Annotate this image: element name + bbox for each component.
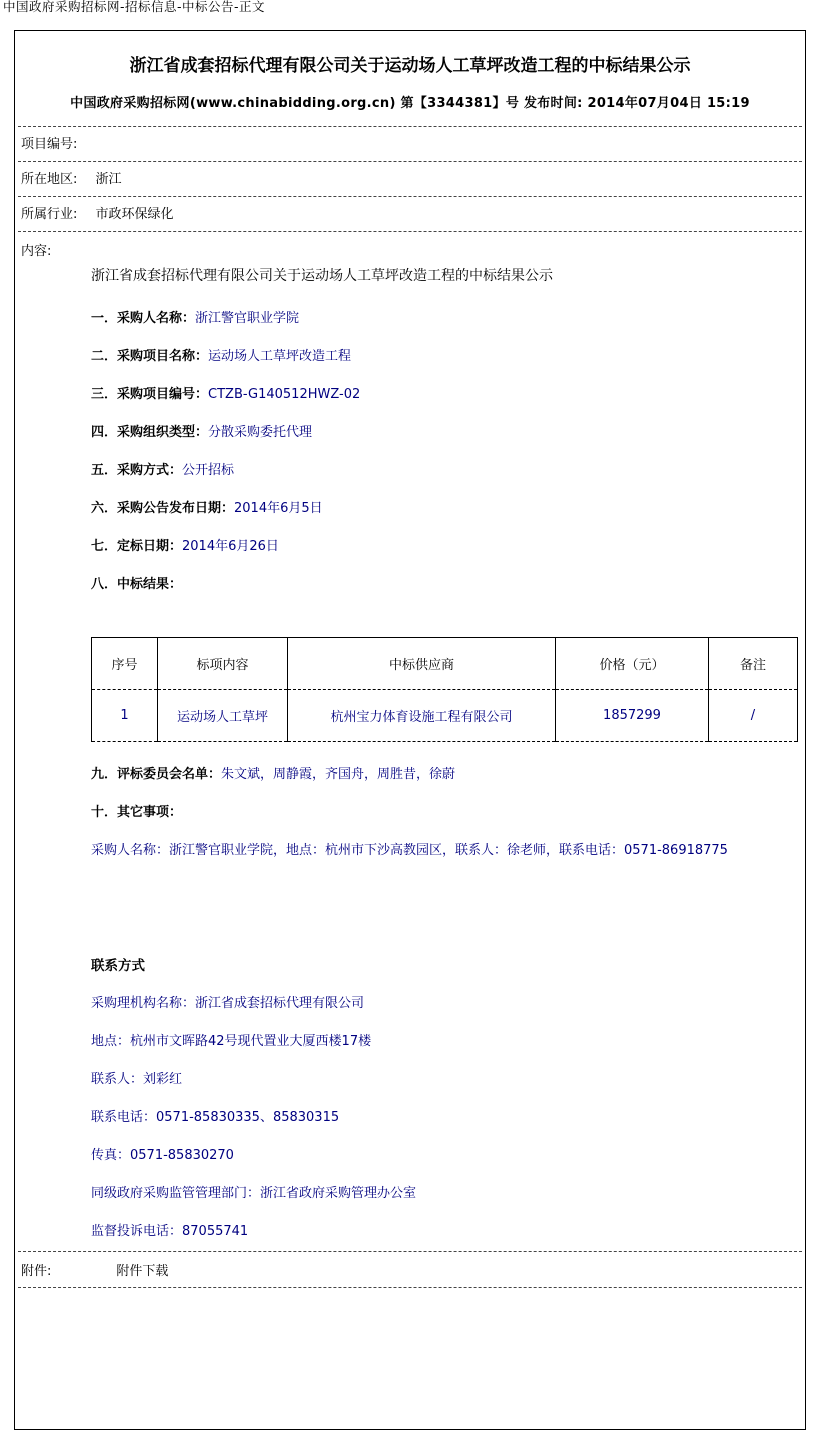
item-value: 朱文斌，周静霞，齐国舟，周胜昔，徐蔚	[221, 767, 456, 782]
item-label: 四．采购组织类型：	[91, 425, 209, 440]
contact-phone: 联系电话：0571-85830335、85830315	[91, 1110, 340, 1125]
result-table	[91, 637, 798, 742]
item-project-name	[91, 348, 765, 365]
industry-value: 市政环保绿化	[95, 207, 174, 222]
item-label: 一．采购人名称：	[91, 311, 196, 326]
breadcrumb: 中国政府采购招标网-招标信息-中标公告-正文	[3, 0, 266, 14]
attachment-row	[15, 1252, 805, 1287]
contact-section-heading: 联系方式	[91, 958, 145, 974]
item-label: 二．采购项目名称：	[91, 349, 209, 364]
col-header-supplier: 中标供应商	[288, 638, 556, 690]
page-title: 浙江省成套招标代理有限公司关于运动场人工草坪改造工程的中标结果公示	[129, 56, 691, 76]
contact-supervisor-dept: 同级政府采购监管管理部门：浙江省政府采购管理办公室	[91, 1186, 417, 1201]
document-box	[14, 30, 806, 1430]
region-label: 所在地区:	[21, 172, 78, 187]
item-announce-date	[91, 500, 765, 517]
table-row	[92, 690, 798, 742]
col-header-note: 备注	[709, 638, 798, 690]
attachment-section	[15, 1251, 805, 1288]
source-publish-line: 中国政府采购招标网(www.chinabidding.org.cn) 第【3344381】号 发布时间: 2014年07月04日 15:19	[70, 96, 750, 111]
item-label: 三．采购项目编号：	[91, 387, 209, 402]
attachment-label: 附件:	[21, 1264, 52, 1279]
item-label: 五．采购方式：	[91, 463, 183, 478]
content-body	[91, 267, 765, 1240]
cell-note: /	[709, 690, 798, 742]
item-value: CTZB-G140512HWZ-02	[208, 387, 361, 402]
item-committee	[91, 766, 765, 783]
table-header-row	[92, 638, 798, 690]
cell-seq: 1	[92, 690, 158, 742]
industry-label: 所属行业:	[21, 207, 78, 222]
project-no-label: 项目编号:	[21, 137, 78, 152]
item-label: 八．中标结果：	[91, 577, 183, 592]
meta-row-region	[15, 162, 805, 196]
item-label: 十．其它事项：	[91, 805, 183, 820]
item-result	[91, 576, 765, 593]
col-header-seq: 序号	[92, 638, 158, 690]
item-label: 九．评标委员会名单：	[91, 767, 222, 782]
meta-row-industry	[15, 197, 805, 231]
cell-item: 运动场人工草坪	[158, 690, 288, 742]
item-label: 六．采购公告发布日期：	[91, 501, 235, 516]
cell-price: 1857299	[556, 690, 709, 742]
item-award-date	[91, 538, 765, 555]
meta-row-project-no	[15, 127, 805, 161]
attachment-download-link[interactable]: 附件下载	[116, 1264, 169, 1279]
item-value: 分散采购委托代理	[208, 425, 313, 440]
item-value: 2014年6月5日	[234, 501, 323, 516]
region-value: 浙江	[95, 172, 122, 187]
item-value: 浙江警官职业学院	[195, 311, 300, 326]
col-header-price: 价格（元）	[556, 638, 709, 690]
contact-fax: 传真：0571-85830270	[91, 1148, 234, 1163]
item-value: 公开招标	[182, 463, 235, 478]
item-value: 2014年6月26日	[182, 539, 279, 554]
content-doc-title: 浙江省成套招标代理有限公司关于运动场人工草坪改造工程的中标结果公示	[91, 268, 553, 284]
item-project-number	[91, 386, 765, 403]
item-other-matters	[91, 804, 765, 821]
contact-person: 联系人：刘彩红	[91, 1072, 183, 1087]
cell-supplier: 杭州宝力体育设施工程有限公司	[288, 690, 556, 742]
contact-address: 地点：杭州市文晖路42号现代置业大厦西楼17楼	[91, 1034, 372, 1049]
item-label: 七．定标日期：	[91, 539, 183, 554]
item-method	[91, 462, 765, 479]
item-org-type	[91, 424, 765, 441]
item-value: 运动场人工草坪改造工程	[208, 349, 352, 364]
separator	[18, 1287, 802, 1288]
contact-agency-name: 采购理机构名称：浙江省成套招标代理有限公司	[91, 996, 365, 1011]
content-label: 内容:	[21, 244, 52, 259]
item-purchaser-name	[91, 310, 765, 327]
contact-complaint-phone: 监督投诉电话：87055741	[91, 1224, 249, 1239]
purchaser-contact-line: 采购人名称：浙江警官职业学院，地点：杭州市下沙高教园区，联系人：徐老师，联系电话：0571-86918775	[91, 843, 728, 858]
col-header-item: 标项内容	[158, 638, 288, 690]
